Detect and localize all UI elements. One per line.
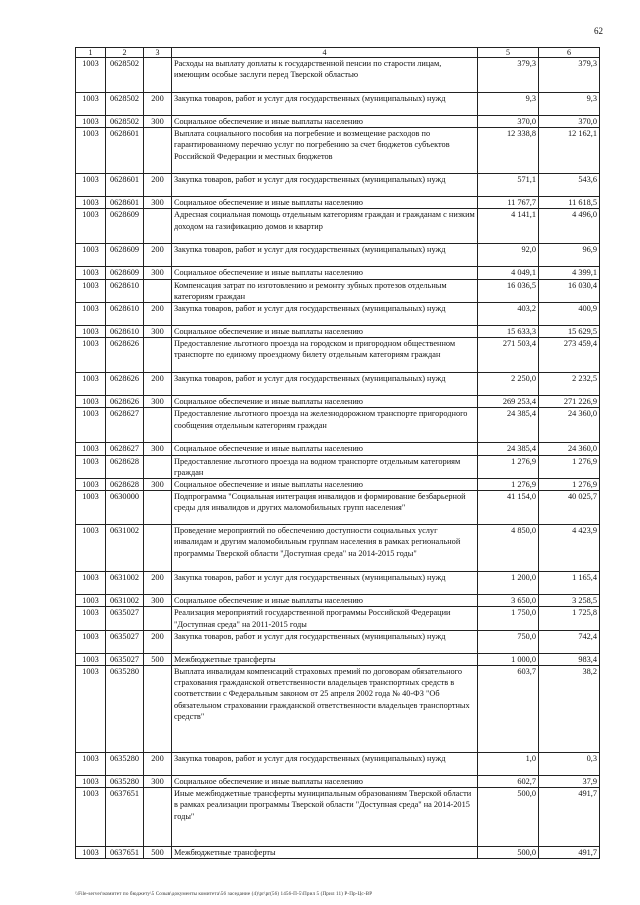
actual-amount-cell: 15 629,5 [539, 326, 600, 338]
target-article-cell: 0630000 [106, 491, 144, 525]
expense-type-cell [144, 666, 172, 753]
budget-table [75, 47, 600, 859]
item-name-cell: Социальное обеспечение и иные выплаты населению [172, 776, 478, 788]
target-article-cell: 0635280 [106, 753, 144, 776]
section-code-cell: 1003 [76, 572, 106, 595]
actual-amount-cell: 271 226,9 [539, 396, 600, 408]
plan-amount-cell: 92,0 [478, 244, 539, 267]
item-name-cell: Социальное обеспечение и иные выплаты населению [172, 443, 478, 455]
item-name-cell: Расходы на выплату доплаты к государственной пенсии по старости лицам, имеющим особые заслуги перед Тверской областью [172, 58, 478, 93]
plan-amount-cell: 41 154,0 [478, 491, 539, 525]
header-cell: 2 [106, 48, 144, 58]
expense-type-cell: 300 [144, 267, 172, 279]
expense-type-cell [144, 58, 172, 93]
plan-amount-cell: 1 000,0 [478, 653, 539, 665]
table-row [76, 776, 600, 788]
actual-amount-cell: 370,0 [539, 116, 600, 128]
section-code-cell: 1003 [76, 373, 106, 396]
item-name-cell: Закупка товаров, работ и услуг для государственных (муниципальных) нужд [172, 373, 478, 396]
actual-amount-cell: 273 459,4 [539, 338, 600, 373]
target-article-cell: 0628502 [106, 93, 144, 116]
section-code-cell: 1003 [76, 455, 106, 478]
section-code-cell: 1003 [76, 209, 106, 244]
expense-type-cell [144, 209, 172, 244]
section-code-cell: 1003 [76, 776, 106, 788]
table-row [76, 128, 600, 174]
expense-type-cell: 500 [144, 847, 172, 859]
table-row [76, 788, 600, 847]
expense-type-cell [144, 408, 172, 443]
actual-amount-cell: 400,9 [539, 303, 600, 326]
section-code-cell: 1003 [76, 93, 106, 116]
expense-type-cell [144, 279, 172, 302]
plan-amount-cell: 24 385,4 [478, 408, 539, 443]
actual-amount-cell: 1 725,8 [539, 607, 600, 630]
plan-amount-cell: 603,7 [478, 666, 539, 753]
plan-amount-cell: 602,7 [478, 776, 539, 788]
target-article-cell: 0631002 [106, 595, 144, 607]
plan-amount-cell: 24 385,4 [478, 443, 539, 455]
target-article-cell: 0628610 [106, 303, 144, 326]
target-article-cell: 0635027 [106, 630, 144, 653]
target-article-cell: 0628628 [106, 455, 144, 478]
target-article-cell: 0631002 [106, 572, 144, 595]
target-article-cell: 0628610 [106, 326, 144, 338]
item-name-cell: Социальное обеспечение и иные выплаты населению [172, 479, 478, 491]
section-code-cell: 1003 [76, 847, 106, 859]
actual-amount-cell: 2 232,5 [539, 373, 600, 396]
plan-amount-cell: 15 633,3 [478, 326, 539, 338]
table-row [76, 572, 600, 595]
actual-amount-cell: 24 360,0 [539, 408, 600, 443]
table-row [76, 753, 600, 776]
expense-type-cell: 300 [144, 776, 172, 788]
item-name-cell: Социальное обеспечение и иные выплаты населению [172, 267, 478, 279]
plan-amount-cell: 403,2 [478, 303, 539, 326]
plan-amount-cell: 269 253,4 [478, 396, 539, 408]
plan-amount-cell: 500,0 [478, 788, 539, 847]
plan-amount-cell: 370,0 [478, 116, 539, 128]
actual-amount-cell: 742,4 [539, 630, 600, 653]
actual-amount-cell: 983,4 [539, 653, 600, 665]
item-name-cell: Выплата социального пособия на погребение и возмещение расходов по гарантированному перечню услуг по погребению за счет бюджетов субъектов Российской Федерации и местных бюджетов [172, 128, 478, 174]
header-cell: 5 [478, 48, 539, 58]
target-article-cell: 0628628 [106, 479, 144, 491]
plan-amount-cell: 500,0 [478, 847, 539, 859]
section-code-cell: 1003 [76, 653, 106, 665]
actual-amount-cell: 491,7 [539, 847, 600, 859]
actual-amount-cell: 1 165,4 [539, 572, 600, 595]
target-article-cell: 0628601 [106, 128, 144, 174]
item-name-cell: Закупка товаров, работ и услуг для государственных (муниципальных) нужд [172, 753, 478, 776]
section-code-cell: 1003 [76, 443, 106, 455]
item-name-cell: Подпрограмма "Социальная интеграция инвалидов и формирование безбарьерной среды для инвалидов и других маломобильных групп населения" [172, 491, 478, 525]
table-row [76, 653, 600, 665]
section-code-cell: 1003 [76, 525, 106, 572]
plan-amount-cell: 1 276,9 [478, 455, 539, 478]
expense-type-cell: 200 [144, 373, 172, 396]
table-body [76, 58, 600, 859]
header-cell: 4 [172, 48, 478, 58]
plan-amount-cell: 4 141,1 [478, 209, 539, 244]
actual-amount-cell: 3 258,5 [539, 595, 600, 607]
header-cell: 1 [76, 48, 106, 58]
table-row [76, 197, 600, 209]
item-name-cell: Компенсация затрат по изготовлению и ремонту зубных протезов отдельным категориям граждан [172, 279, 478, 302]
actual-amount-cell: 491,7 [539, 788, 600, 847]
expense-type-cell: 300 [144, 197, 172, 209]
table-row [76, 338, 600, 373]
actual-amount-cell: 1 276,9 [539, 455, 600, 478]
actual-amount-cell: 4 496,0 [539, 209, 600, 244]
table-row [76, 326, 600, 338]
item-name-cell: Иные межбюджетные трансферты муниципальным образованиям Тверской области в рамках реализации программы Тверской области "Доступная среда" на 2014-2015 годы" [172, 788, 478, 847]
file-path-footer: \\File-server\комитет по бюджету\5 Созыв\документы комитета\56 заседание (4)\pr\pr(56) 1456-П-5\Прил 5 (Прил 11) Р-Пр-Цс-ВР [75, 891, 373, 897]
expense-type-cell [144, 338, 172, 373]
table-row [76, 58, 600, 93]
plan-amount-cell: 1 276,9 [478, 479, 539, 491]
target-article-cell: 0628626 [106, 338, 144, 373]
expense-type-cell: 200 [144, 303, 172, 326]
section-code-cell: 1003 [76, 666, 106, 753]
section-code-cell: 1003 [76, 338, 106, 373]
actual-amount-cell: 40 025,7 [539, 491, 600, 525]
table-row [76, 209, 600, 244]
actual-amount-cell: 96,9 [539, 244, 600, 267]
section-code-cell: 1003 [76, 58, 106, 93]
expense-type-cell: 200 [144, 174, 172, 197]
plan-amount-cell: 3 650,0 [478, 595, 539, 607]
plan-amount-cell: 379,3 [478, 58, 539, 93]
section-code-cell: 1003 [76, 753, 106, 776]
item-name-cell: Закупка товаров, работ и услуг для государственных (муниципальных) нужд [172, 244, 478, 267]
expense-type-cell: 200 [144, 244, 172, 267]
section-code-cell: 1003 [76, 396, 106, 408]
item-name-cell: Адресная социальная помощь отдельным категориям граждан и гражданам с низким доходом на газификацию домов и квартир [172, 209, 478, 244]
expense-type-cell: 200 [144, 630, 172, 653]
expense-type-cell: 300 [144, 396, 172, 408]
expense-type-cell: 300 [144, 443, 172, 455]
section-code-cell: 1003 [76, 607, 106, 630]
expense-type-cell: 500 [144, 653, 172, 665]
item-name-cell: Социальное обеспечение и иные выплаты населению [172, 326, 478, 338]
section-code-cell: 1003 [76, 479, 106, 491]
actual-amount-cell: 38,2 [539, 666, 600, 753]
actual-amount-cell: 543,6 [539, 174, 600, 197]
table-row [76, 630, 600, 653]
item-name-cell: Выплата инвалидам компенсаций страховых премий по договорам обязательного страхования гражданской ответственности владельцев транспортных средств в соответствии с Федеральным законом от 25 апреля 2002 года № 40-ФЗ "Об обязательном страховании гражданской ответственности владельцев транспортных средств" [172, 666, 478, 753]
section-code-cell: 1003 [76, 630, 106, 653]
expense-type-cell: 200 [144, 753, 172, 776]
plan-amount-cell: 4 049,1 [478, 267, 539, 279]
item-name-cell: Закупка товаров, работ и услуг для государственных (муниципальных) нужд [172, 630, 478, 653]
section-code-cell: 1003 [76, 116, 106, 128]
section-code-cell: 1003 [76, 788, 106, 847]
column-numbers-row [76, 48, 600, 58]
actual-amount-cell: 12 162,1 [539, 128, 600, 174]
table-row [76, 396, 600, 408]
item-name-cell: Проведение мероприятий по обеспечению доступности социальных услуг инвалидам и другим маломобильным группам населения в рамках региональной программы Тверской области "Доступная среда" на 2014-2015 годы" [172, 525, 478, 572]
target-article-cell: 0628627 [106, 408, 144, 443]
item-name-cell: Межбюджетные трансферты [172, 653, 478, 665]
table-row [76, 491, 600, 525]
table-row [76, 174, 600, 197]
item-name-cell: Социальное обеспечение и иные выплаты населению [172, 116, 478, 128]
actual-amount-cell: 4 399,1 [539, 267, 600, 279]
target-article-cell: 0635027 [106, 607, 144, 630]
target-article-cell: 0635280 [106, 776, 144, 788]
actual-amount-cell: 11 618,5 [539, 197, 600, 209]
table-row [76, 116, 600, 128]
plan-amount-cell: 11 767,7 [478, 197, 539, 209]
actual-amount-cell: 24 360,0 [539, 443, 600, 455]
item-name-cell: Закупка товаров, работ и услуг для государственных (муниципальных) нужд [172, 303, 478, 326]
plan-amount-cell: 271 503,4 [478, 338, 539, 373]
actual-amount-cell: 379,3 [539, 58, 600, 93]
table-row [76, 455, 600, 478]
table-row [76, 373, 600, 396]
section-code-cell: 1003 [76, 197, 106, 209]
expense-type-cell [144, 128, 172, 174]
section-code-cell: 1003 [76, 128, 106, 174]
actual-amount-cell: 1 276,9 [539, 479, 600, 491]
expense-type-cell [144, 788, 172, 847]
section-code-cell: 1003 [76, 408, 106, 443]
actual-amount-cell: 37,9 [539, 776, 600, 788]
expense-type-cell: 300 [144, 326, 172, 338]
table-row [76, 607, 600, 630]
expense-type-cell [144, 455, 172, 478]
target-article-cell: 0628502 [106, 116, 144, 128]
plan-amount-cell: 9,3 [478, 93, 539, 116]
plan-amount-cell: 1 750,0 [478, 607, 539, 630]
plan-amount-cell: 16 036,5 [478, 279, 539, 302]
expense-type-cell: 300 [144, 116, 172, 128]
table-row [76, 93, 600, 116]
expense-type-cell: 300 [144, 479, 172, 491]
target-article-cell: 0635280 [106, 666, 144, 753]
header-cell: 3 [144, 48, 172, 58]
actual-amount-cell: 0,3 [539, 753, 600, 776]
target-article-cell: 0628609 [106, 267, 144, 279]
item-name-cell: Социальное обеспечение и иные выплаты населению [172, 595, 478, 607]
target-article-cell: 0628626 [106, 373, 144, 396]
target-article-cell: 0628609 [106, 244, 144, 267]
actual-amount-cell: 9,3 [539, 93, 600, 116]
item-name-cell: Предоставление льготного проезда на железнодорожном транспорте пригородного сообщения отдельным категориям граждан [172, 408, 478, 443]
target-article-cell: 0635027 [106, 653, 144, 665]
page-number: 62 [594, 26, 603, 36]
item-name-cell: Закупка товаров, работ и услуг для государственных (муниципальных) нужд [172, 572, 478, 595]
section-code-cell: 1003 [76, 595, 106, 607]
expense-type-cell [144, 525, 172, 572]
item-name-cell: Закупка товаров, работ и услуг для государственных (муниципальных) нужд [172, 93, 478, 116]
table-row [76, 595, 600, 607]
section-code-cell: 1003 [76, 491, 106, 525]
expense-type-cell [144, 607, 172, 630]
item-name-cell: Социальное обеспечение и иные выплаты населению [172, 197, 478, 209]
target-article-cell: 0628502 [106, 58, 144, 93]
item-name-cell: Межбюджетные трансферты [172, 847, 478, 859]
target-article-cell: 0637651 [106, 847, 144, 859]
table-row [76, 525, 600, 572]
target-article-cell: 0631002 [106, 525, 144, 572]
target-article-cell: 0628601 [106, 197, 144, 209]
expense-type-cell: 200 [144, 93, 172, 116]
item-name-cell: Предоставление льготного проезда на водном транспорте отдельным категориям граждан [172, 455, 478, 478]
section-code-cell: 1003 [76, 174, 106, 197]
section-code-cell: 1003 [76, 279, 106, 302]
table-row [76, 443, 600, 455]
target-article-cell: 0628609 [106, 209, 144, 244]
table-row [76, 303, 600, 326]
table-row [76, 479, 600, 491]
table-row [76, 244, 600, 267]
header-cell: 6 [539, 48, 600, 58]
actual-amount-cell: 16 030,4 [539, 279, 600, 302]
plan-amount-cell: 1,0 [478, 753, 539, 776]
table-row [76, 267, 600, 279]
section-code-cell: 1003 [76, 244, 106, 267]
plan-amount-cell: 750,0 [478, 630, 539, 653]
plan-amount-cell: 571,1 [478, 174, 539, 197]
item-name-cell: Реализация мероприятий государственной программы Российской Федерации "Доступная среда" на 2011-2015 годы [172, 607, 478, 630]
table-row [76, 408, 600, 443]
target-article-cell: 0628601 [106, 174, 144, 197]
expense-type-cell: 200 [144, 572, 172, 595]
actual-amount-cell: 4 423,9 [539, 525, 600, 572]
table-row [76, 666, 600, 753]
plan-amount-cell: 1 200,0 [478, 572, 539, 595]
item-name-cell: Закупка товаров, работ и услуг для государственных (муниципальных) нужд [172, 174, 478, 197]
section-code-cell: 1003 [76, 326, 106, 338]
expense-type-cell [144, 491, 172, 525]
plan-amount-cell: 2 250,0 [478, 373, 539, 396]
section-code-cell: 1003 [76, 303, 106, 326]
target-article-cell: 0628626 [106, 396, 144, 408]
item-name-cell: Социальное обеспечение и иные выплаты населению [172, 396, 478, 408]
section-code-cell: 1003 [76, 267, 106, 279]
expense-type-cell: 300 [144, 595, 172, 607]
plan-amount-cell: 12 338,8 [478, 128, 539, 174]
table-row [76, 279, 600, 302]
target-article-cell: 0637651 [106, 788, 144, 847]
table-row [76, 847, 600, 859]
plan-amount-cell: 4 850,0 [478, 525, 539, 572]
item-name-cell: Предоставление льготного проезда на городском и пригородном общественном транспорте по единому проездному билету отдельным категориям граждан [172, 338, 478, 373]
target-article-cell: 0628610 [106, 279, 144, 302]
target-article-cell: 0628627 [106, 443, 144, 455]
